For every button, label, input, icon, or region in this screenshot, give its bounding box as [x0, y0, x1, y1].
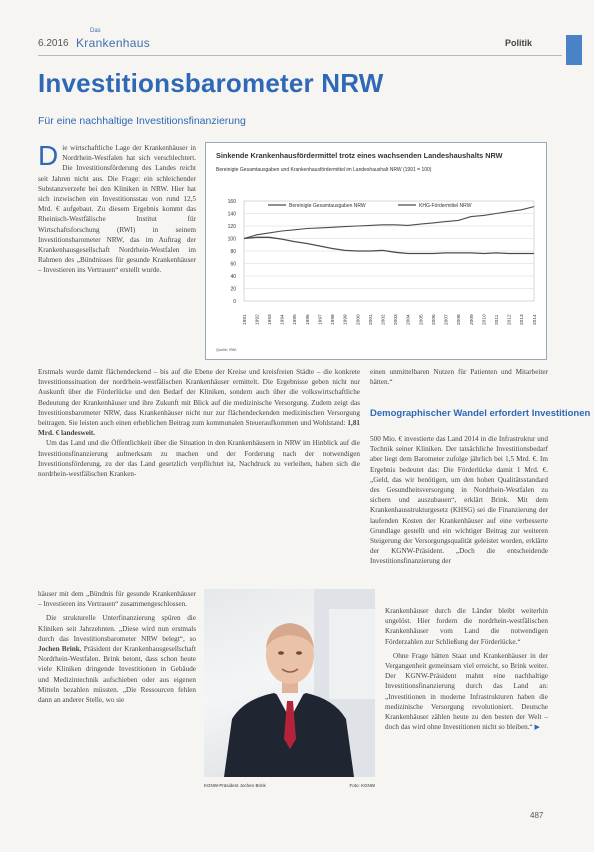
- x-tick-label: 2001: [368, 314, 374, 325]
- body-text: Erstmals wurde damit flächendeckend – bis auf die Ebene der Kreise und kreisfreien Städte – die konkrete Investitionssituation der nordrhein-westfälischen Krankenhäuser ermittelt. Die Ergebnisse geben nicht nur Auskunft über die Förderlücke und den Bedarf der Kliniken, sondern auch über die volkswirtschaftliche Bedeutung der Krankenhäuser und ihre Zukunft mit Blick auf die medizinische Versorgung. Zudem zeigt das Investitionsbarometer NRW, dass Krankenhäuser nicht nur zur flächendeckenden medizinischen Versorgung beitragen. Sie leisten auch einen erheblichen Beitrag zum kommunalen Steueraufkommen und Wohlstand:: [38, 368, 360, 428]
- x-tick-label: 2006: [431, 314, 437, 325]
- y-tick-label: 160: [227, 199, 236, 205]
- x-tick-label: 1997: [318, 314, 324, 325]
- caption-text: KGNW-Präsident Jochen Brink: [204, 783, 266, 788]
- end-mark-icon: ▶: [534, 723, 541, 732]
- section-tab-marker: [566, 35, 582, 65]
- chart-title: Sinkende Krankenhausfördermittel trotz eines wachsenden Landeshaushalts NRW: [216, 151, 503, 160]
- body-paragraph-2: [38, 438, 360, 479]
- chart-container: [205, 142, 547, 360]
- x-tick-label: 2007: [444, 314, 450, 325]
- right-paragraph-3: [385, 651, 548, 733]
- portrait-photo: [204, 589, 375, 777]
- page-number: 487: [530, 811, 544, 820]
- x-tick-label: 2008: [457, 314, 463, 325]
- y-tick-label: 60: [230, 261, 236, 268]
- right-paragraph-2: Krankenhäuser durch die Länder bleibt weiterhin ungelöst. Hier fordern die nordrhein-westfälischen Krankenhäuser vom Land die notwendigen Förderzahlen zur Schließung der Förderlücke.“: [385, 607, 548, 646]
- issue-number: 6.2016: [38, 38, 69, 49]
- photo-credit: Foto: KGNW: [349, 783, 375, 788]
- logo-small-text: Das: [90, 28, 101, 34]
- dropcap: D: [38, 140, 59, 171]
- article-subtitle: Für eine nachhaltige Investitionsfinanzierung: [38, 115, 246, 127]
- x-tick-label: 2011: [494, 314, 500, 325]
- x-tick-label: 2004: [406, 314, 412, 325]
- x-tick-label: 1998: [331, 314, 337, 325]
- right-column-top: [370, 367, 548, 387]
- right-paragraph-1: 500 Mio. € investierte das Land 2014 in die Infrastruktur und Technik seiner Kliniken. Der tatsächliche Investitionsbedarf aber liegt dem Barometer zufolge jährlich bei 1,5 Mrd. €. Im Ergebnis bedeutet das: Die Förderlücke damit 1 Mrd. €. „Geld, das wir benötigen, um den hohen Qualitätsstandard des Gesundheitsversorgung in Nordrhein-Westfalen zu sichern und auszubauen“, erklärt Brink. Mit dem Krankenhausstrukturgesetz (KHSG) sei die Finanzierung der laufenden Kosten der Krankenhäuser auf eine verbesserte Grundlage gestellt und ein wichtiger Beitrag zur weiteren Steigerung der Versorgungsqualität geleistet worden, erklärte der KGNW-Präsident. „Doch die entscheidende Investitionsfinanzierung der: [370, 435, 548, 566]
- left-column-top: [38, 140, 196, 276]
- section-heading: Demographischer Wandel erfordert Investitionen: [370, 408, 591, 419]
- right-column-lower: [385, 606, 548, 732]
- body-paragraph-3: [38, 589, 196, 609]
- chart-subtitle: Bereinigte Gesamtausgaben und Krankenhausfördermittel im Landeshaushalt NRW (1991 = 100): [216, 167, 432, 173]
- portrait-illustration: [204, 589, 375, 777]
- x-tick-label: 2000: [356, 314, 362, 325]
- right-column-body: [370, 434, 548, 567]
- intro-text: ie wirtschaftliche Lage der Krankenhäuser in Nordrhein-Westfalen hat sich verschlechtert. Die Investitionsförderung des Landes reicht seit Jahren nicht aus. Die Frage: ein schleichender Substanzverzehr bei den Kliniken in NRW. Hier hat sich inzwischen ein Investitionsstau von rund 12,5 Mrd. € aufgebaut. Zu diesem Ergebnis kommt das Rheinisch-Westfälische Institut für Wirtschaftsforschung (RWI) in seinem Investitionsbarometer NRW, das im Auftrag der Krankenhausgesellschaft Nordrhein-Westfalen im Rahmen des „Bündnisses für gesunde Krankenhäuser – Investieren ins Vertrauen“ erstellt wurde.: [38, 144, 196, 275]
- x-tick-label: 1992: [255, 314, 261, 325]
- body-text-2: Um das Land und die Öffentlichkeit über die Situation in den Krankenhäusern in NRW im Hinblick auf die Investitionsfinanzierung aufmerksam zu machen und der Forderung nach der notwendigen Investitionsförderung, zu der das Land gesetzlich verpflichtet ist, Nachdruck zu verleihen, haben sich die nordrhein-westfälischen Kranken-: [38, 439, 360, 479]
- x-tick-label: 2010: [482, 314, 488, 325]
- body-text-4a: Die strukturelle Unterfinanzierung spüren die Kliniken seit Jahrzehnten. „Diese wird nun erstmals durch das Investitionsbarometer NRW belegt“, so: [38, 614, 196, 643]
- x-tick-label: 2003: [394, 314, 400, 325]
- y-tick-label: 0: [233, 299, 236, 305]
- bold-amount: 1,81 Mrd. € landesweit.: [38, 419, 360, 438]
- legend-label: KHG-Fördermittel NRW: [419, 203, 472, 209]
- y-tick-label: 100: [227, 236, 236, 243]
- x-tick-label: 1994: [280, 314, 286, 325]
- body-paragraph: [38, 367, 360, 438]
- legend-label: Bereinigte Gesamtausgaben NRW: [289, 203, 366, 209]
- body-text-4b: , Präsident der Krankenhausgesellschaft Nordrhein-Westfalen. Brink betont, dass schon heute viele Kliniken dringende Investitionen in Gebäude und Medizintechnik aufschieben oder aus eigenen Mitteln bezahlen müssten. „Die Ressourcen fehlen dann an anderer Stelle, wo sie: [38, 645, 196, 705]
- person-name: Jochen Brink: [38, 645, 80, 654]
- x-tick-label: 2013: [520, 314, 526, 325]
- y-tick-label: 120: [227, 224, 236, 230]
- chart-source: Quelle: RWI: [216, 348, 237, 352]
- right-top-paragraph: einen unmittelbaren Nutzen für Patienten und Mitarbeiter hätten.“: [370, 368, 548, 387]
- y-tick-label: 20: [230, 286, 236, 293]
- line-chart: [206, 173, 548, 348]
- x-tick-label: 1996: [305, 314, 311, 325]
- logo-main-text: Krankenhaus: [76, 36, 151, 50]
- x-tick-label: 2002: [381, 314, 387, 325]
- intro-paragraph: [38, 140, 196, 276]
- x-tick-label: 2014: [532, 314, 538, 325]
- right-paragraph-3-text: Ohne Frage hätten Staat und Krankenhäuser in der Vergangenheit gemeinsam viel erreicht, so Brink weiter. Der KGNW-Präsident mahnt eine nachhaltige Investitionsfinanzierung durch das Land an: „Investitionen in moderne Infrastrukturen haben die medizinische Versorgung revolutioniert. Deutsche Krankenhäuser zählen heute zu den besten der Welt – doch das wird ohne Investitionen nicht so bleiben.“: [385, 651, 548, 732]
- y-tick-label: 40: [230, 274, 236, 280]
- left-column-wide: [38, 367, 360, 479]
- section-label: Politik: [504, 38, 532, 48]
- x-tick-label: 1999: [343, 314, 349, 325]
- y-tick-label: 80: [230, 249, 236, 255]
- article-title: Investitionsbarometer NRW: [38, 68, 384, 98]
- body-text-3: häuser mit dem „Bündnis für gesunde Krankenhäuser – Investieren ins Vertrauen“ zusammengeschlossen.: [38, 590, 196, 609]
- x-tick-label: 1991: [242, 314, 248, 325]
- left-column-bottom: [38, 589, 196, 705]
- header-divider: [38, 55, 562, 56]
- y-tick-label: 140: [227, 211, 236, 218]
- x-tick-label: 2009: [469, 314, 475, 325]
- x-tick-label: 1995: [293, 314, 299, 325]
- x-tick-label: 2012: [507, 314, 513, 325]
- x-tick-label: 1993: [268, 314, 274, 325]
- x-tick-label: 2005: [419, 314, 425, 325]
- page-header: [38, 30, 562, 52]
- body-paragraph-4: [38, 613, 196, 705]
